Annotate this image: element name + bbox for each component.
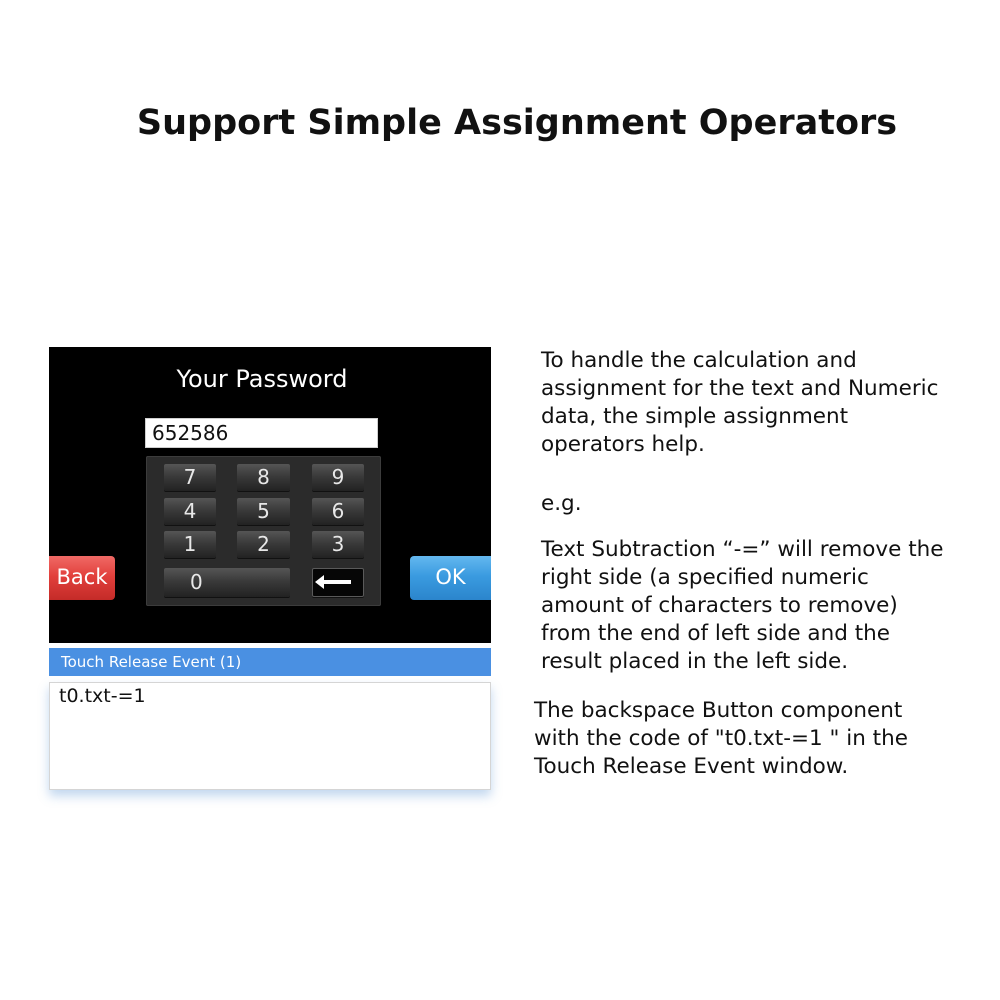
backspace-button[interactable] [312,568,364,597]
description-line: with the code of "t0.txt-=1 " in the [534,726,908,751]
key-1[interactable]: 1 [164,531,216,558]
key-6[interactable]: 6 [312,498,364,525]
numeric-keypad [146,456,381,606]
description-line: amount of characters to remove) [541,593,898,618]
key-2[interactable]: 2 [237,531,290,558]
password-heading: Your Password [176,365,348,393]
key-7[interactable]: 7 [164,464,216,491]
event-code-editor[interactable]: t0.txt-=1 [49,682,491,790]
description-line: operators help. [541,432,705,457]
password-field[interactable]: 652586 [145,418,378,448]
description-line: assignment for the text and Numeric [541,376,939,401]
arrow-left-icon [323,580,351,584]
description-line: To handle the calculation and [541,348,857,373]
description-line: Text Subtraction “-=” will remove the [541,537,944,562]
key-0[interactable]: 0 [164,568,290,597]
description-line: from the end of left side and the [541,621,890,646]
device-screen [49,347,491,643]
event-tab[interactable]: Touch Release Event (1) [49,648,491,676]
key-8[interactable]: 8 [237,464,290,491]
key-4[interactable]: 4 [164,498,216,525]
description-line: right side (a specified numeric [541,565,869,590]
description-line: The backspace Button component [534,698,903,723]
description-subtraction [541,536,944,676]
ok-button[interactable]: OK [410,556,491,600]
description-line: data, the simple assignment [541,404,849,429]
key-3[interactable]: 3 [312,531,364,558]
description-line: Touch Release Event window. [534,754,849,779]
key-9[interactable]: 9 [312,464,364,491]
description-line: result placed in the left side. [541,649,849,674]
page-title: Support Simple Assignment Operators [136,103,898,143]
example-label: e.g. [541,491,582,516]
back-button[interactable]: Back [49,556,115,600]
key-5[interactable]: 5 [237,498,290,525]
description-backspace [534,697,908,781]
description-intro [541,347,938,459]
